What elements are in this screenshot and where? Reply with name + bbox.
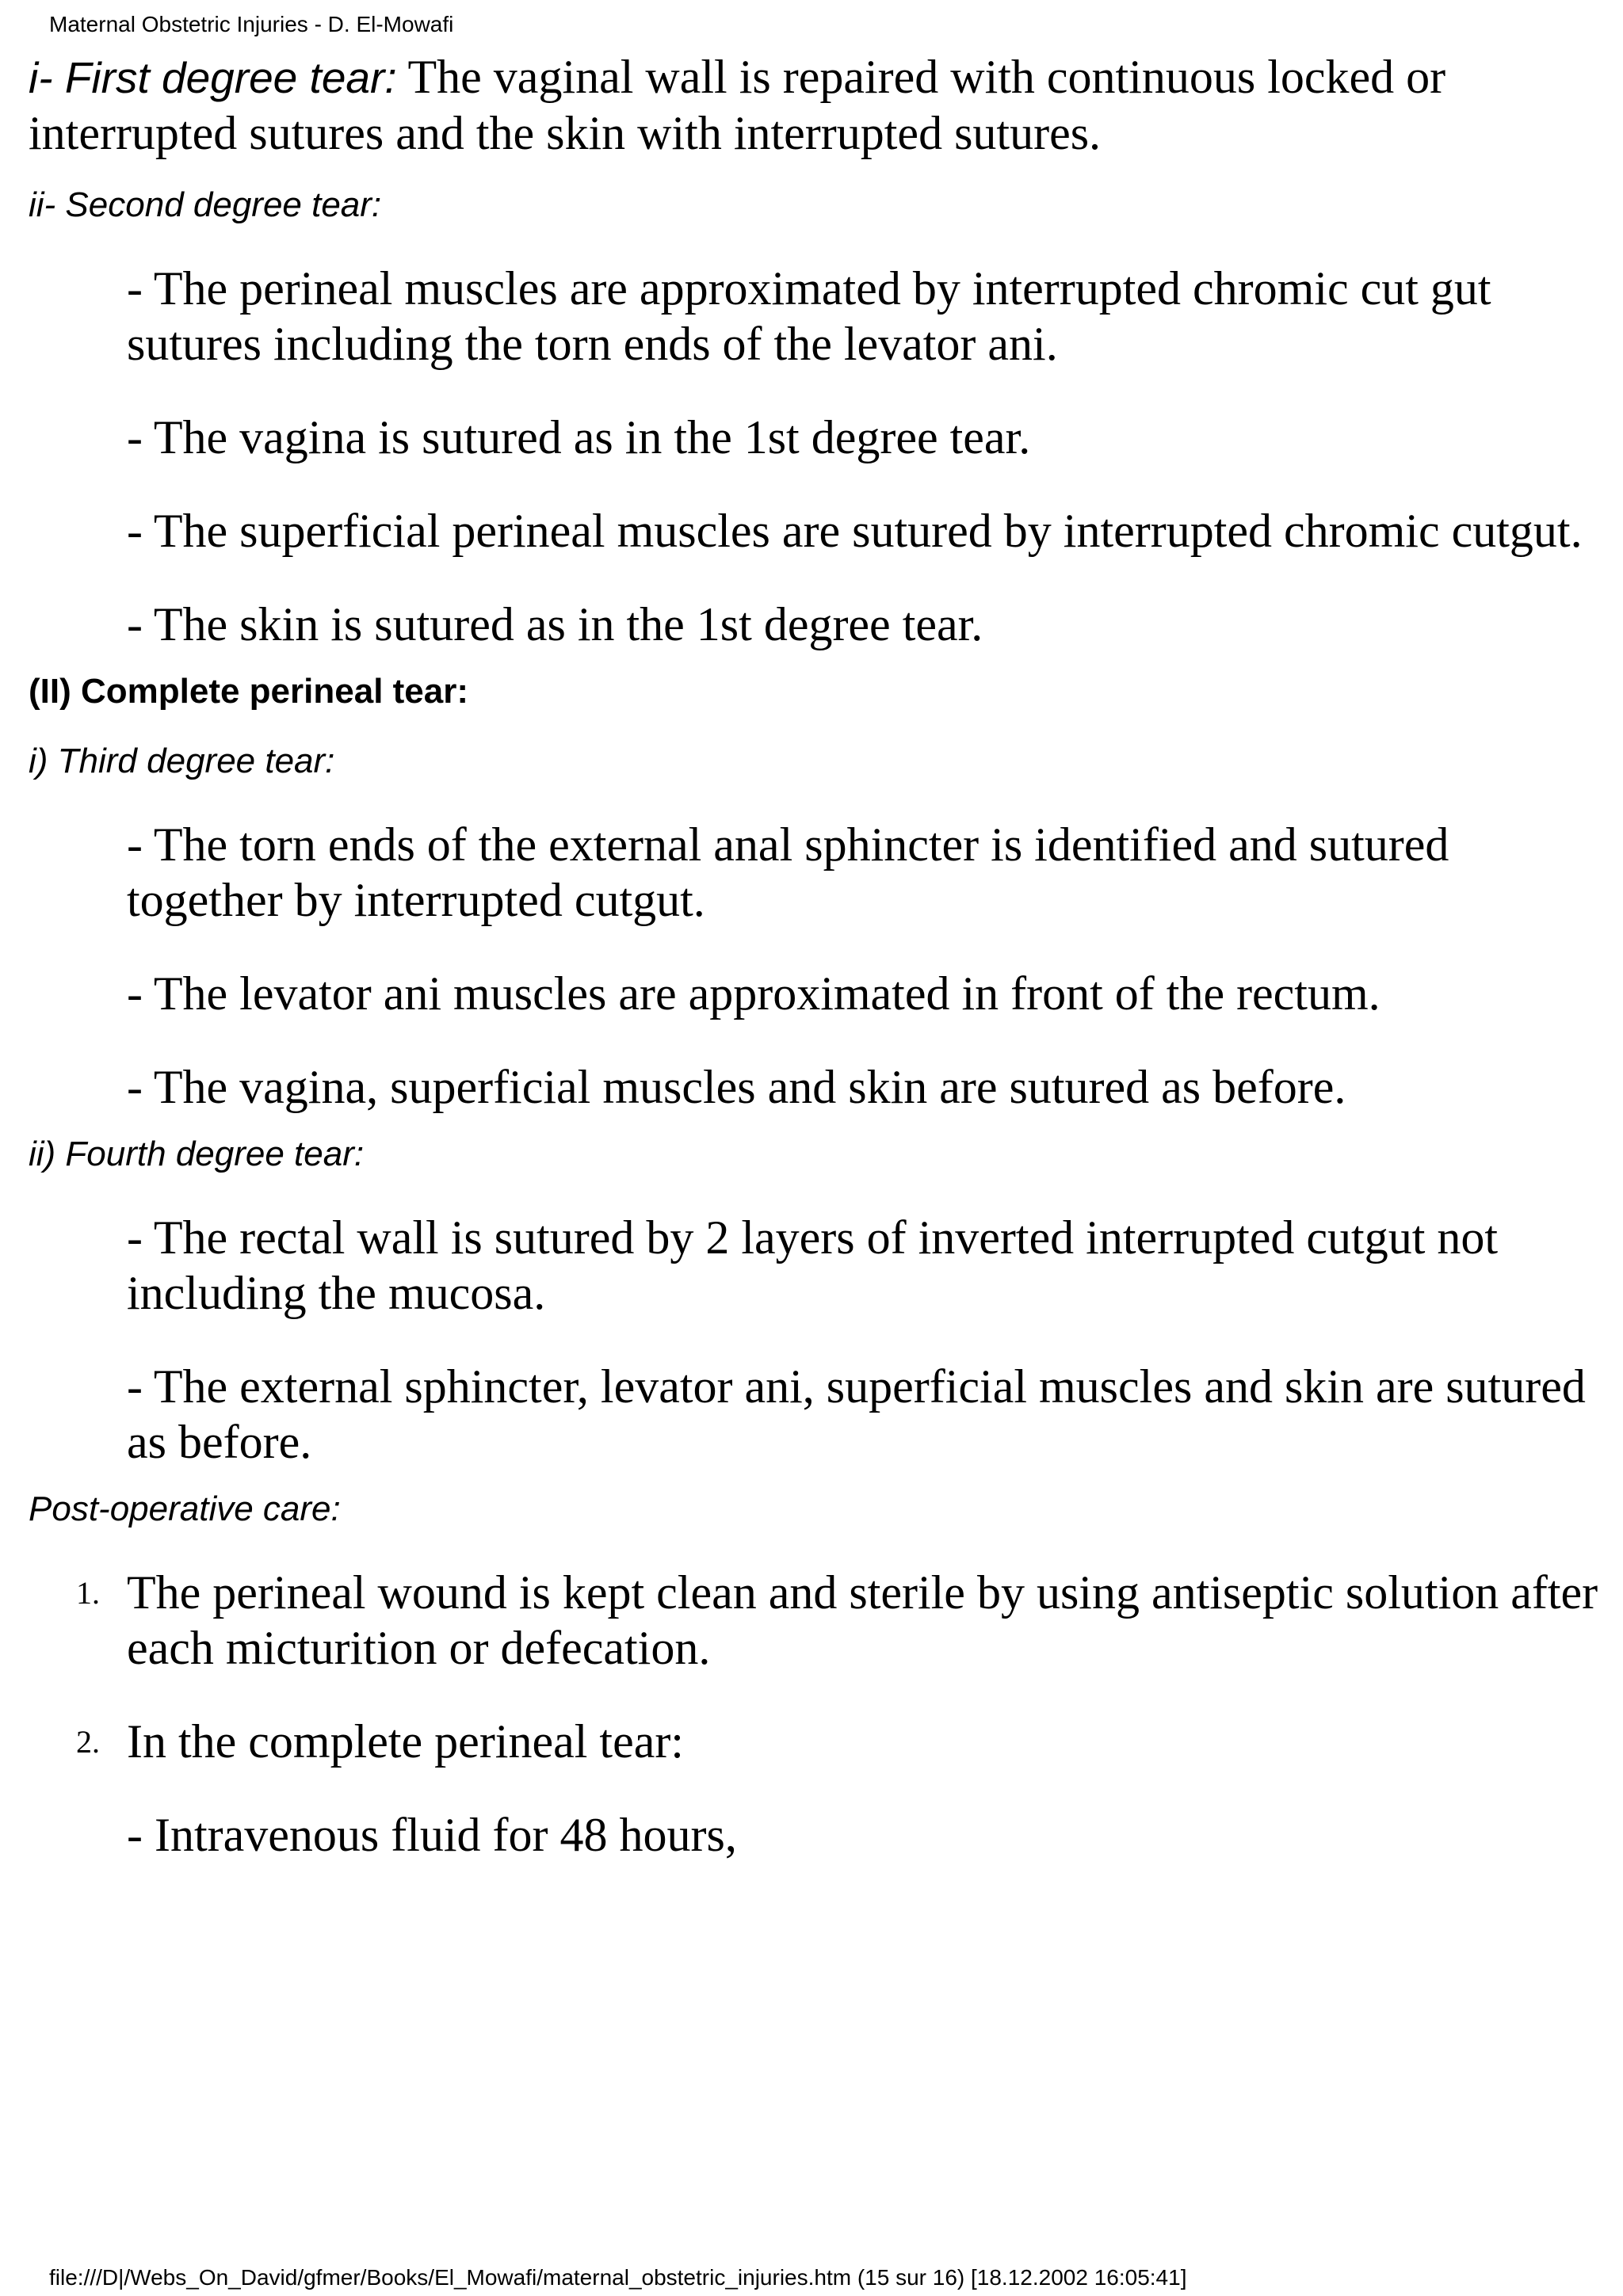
postop-item-text: The perineal wound is kept clean and sterile by using antiseptic solution after each micturition or defecation. [127,1566,1598,1674]
postop-sub-list [29,1807,1606,1863]
third-degree-list [29,817,1606,1115]
complete-tear-heading: (II) Complete perineal tear: [29,672,469,711]
second-degree-item: - The skin is sutured as in the 1st degree tear. [127,598,983,650]
fourth-degree-item: - The rectal wall is sutured by 2 layers of inverted interrupted cutgut not including the mucosa. [127,1211,1499,1319]
postop-list [29,1565,1606,1769]
second-degree-item: - The perineal muscles are approximated by interrupted chromic cut gut sutures including the torn ends of the levator ani. [127,262,1491,370]
postop-sub-item: - Intravenous fluid for 48 hours, [127,1809,737,1861]
fourth-degree-list [29,1210,1606,1470]
third-degree-item: - The vagina, superficial muscles and skin are sutured as before. [127,1061,1346,1113]
list-number: 1. [76,1575,100,1611]
first-degree-text: The vaginal wall is repaired with continuous locked or interrupted sutures and the skin with interrupted sutures. [29,51,1446,159]
postop-item [29,1714,1606,1769]
postop-item-text: In the complete perineal tear: [127,1715,684,1768]
postop-heading: Post-operative care: [29,1489,341,1528]
third-degree-item: - The levator ani muscles are approximated in front of the rectum. [127,967,1381,1020]
postop-item [29,1565,1606,1676]
second-degree-item: - The superficial perineal muscles are sutured by interrupted chromic cutgut. [127,505,1583,557]
document-body [29,49,1606,1901]
second-degree-item: - The vagina is sutured as in the 1st degree tear. [127,411,1031,463]
first-degree-paragraph [29,49,1606,161]
second-degree-list [29,261,1606,652]
fourth-degree-item: - The external sphincter, levator ani, superficial muscles and skin are sutured as before. [127,1360,1586,1468]
file-path-footer: file:///D|/Webs_On_David/gfmer/Books/El_Mowafi/maternal_obstetric_injuries.htm (15 sur 16) [18.12.2002 16:05:41] [49,2265,1187,2290]
fourth-degree-heading: ii) Fourth degree tear: [29,1135,365,1173]
third-degree-item: - The torn ends of the external anal sphincter is identified and sutured together by interrupted cutgut. [127,818,1449,926]
running-header: Maternal Obstetric Injuries - D. El-Mowafi [49,12,454,36]
third-degree-heading: i) Third degree tear: [29,742,335,780]
second-degree-heading: ii- Second degree tear: [29,185,382,224]
list-number: 2. [76,1724,100,1760]
first-degree-label: i- First degree tear: [29,53,397,102]
